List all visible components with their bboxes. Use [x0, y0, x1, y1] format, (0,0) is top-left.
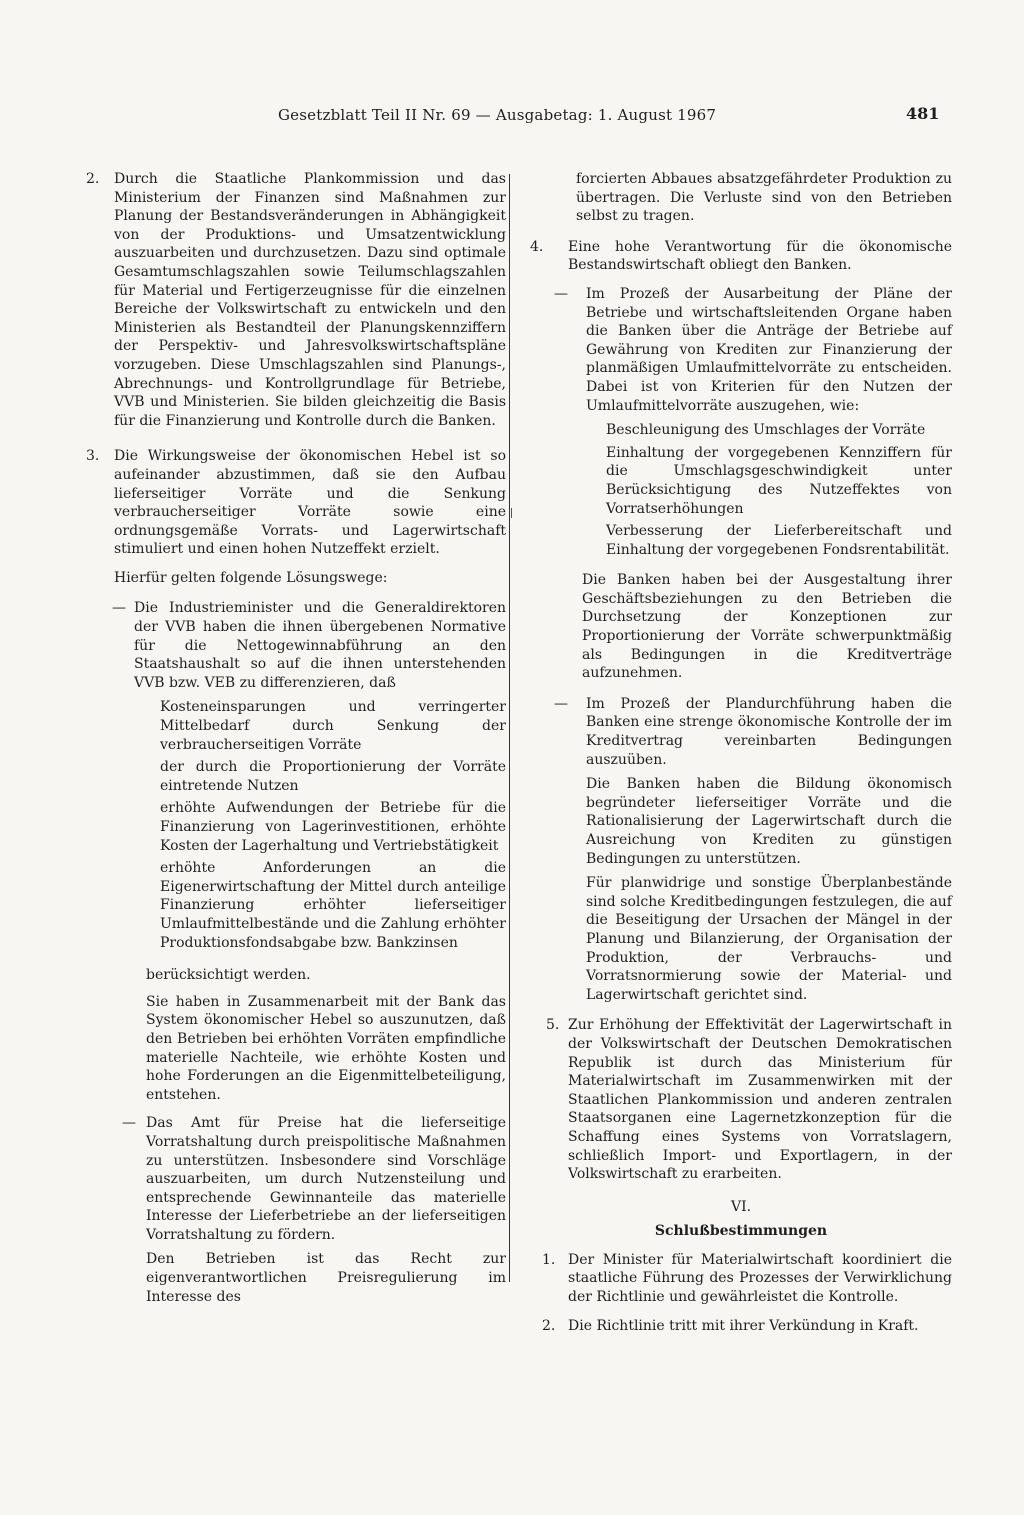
- paragraph-banks-contracts: Die Banken haben bei der Ausgestaltung ihrer Geschäftsbeziehungen zu den Betrieben die Durchsetzung der Konzeptionen zur Proportionierung der Vorräte schwerpunktmäßig als Bedingungen in die Kreditverträge aufzunehmen.: [582, 572, 952, 682]
- paragraph-text: Der Minister für Materialwirtschaft koordiniert die staatliche Führung des Prozesses der Verwirklichung der Richtlinie und gewährleistet die Kontrolle.: [568, 1251, 952, 1306]
- column-divider: [509, 174, 510, 1282]
- paragraph-text: Die Wirkungsweise der ökonomischen Hebel ist so aufeinander abzustimmen, daß sie den Aufbau lieferseitiger Vorräte und die Senkung verbraucherseitiger Vorräte sowie eine ordnungsgemäße Vorrats- und Lagerwirtschaft stimuliert und einen hohen Nutzeffekt erzielt.: [114, 448, 506, 558]
- dash-marker: —: [122, 1115, 136, 1132]
- right-column: [530, 170, 952, 1345]
- paragraph-4: [530, 238, 952, 275]
- paragraph-price-regulation: Den Betrieben ist das Recht zur eigenverantwortlichen Preisregulierung im Interesse des: [146, 1251, 506, 1305]
- sub-item: erhöhte Anforderungen an die Eigenerwirtschaftung der Mittel durch anteilige Finanzierung erhöhter lieferseitiger Umlaufmittelbestände und die Zahlung erhöhter Produktionsfondsabgabe bzw. Bankzinsen: [160, 860, 506, 951]
- sub-item: Beschleunigung des Umschlages der Vorräte: [606, 422, 926, 439]
- paragraph-5: [530, 1016, 952, 1183]
- continued-text: forcierten Abbaues absatzgefährdeter Produktion zu übertragen. Die Verluste sind von den Betrieben selbst zu tragen.: [576, 171, 952, 225]
- item-number: 3.: [86, 448, 100, 465]
- list-item-plan-preparation: [530, 285, 952, 415]
- paragraph-banks-credit: Die Banken haben die Bildung ökonomisch begründeter lieferseitiger Vorräte und die Rationalisierung der Lagerwirtschaft durch die Ausreichung von Krediten zu günstigen Bedingungen zu unterstützen.: [586, 776, 952, 867]
- paragraph-2: [86, 170, 506, 430]
- paragraph-text: Eine hohe Verantwortung für die ökonomische Bestandswirtschaft obliegt den Banken.: [568, 238, 952, 274]
- final-provision-2: [530, 1317, 952, 1336]
- paragraph-bank: Sie haben in Zusammenarbeit mit der Bank das System ökonomischer Hebel so auszunutzen, daß den Betrieben bei erhöhten Vorräten empfindliche materielle Nachteile, wie erhöhte Kosten und hohe Forderungen an die Eigenmittelbeteiligung, entstehen.: [146, 993, 506, 1103]
- item-number: 5.: [546, 1017, 560, 1034]
- sub-item: Kosteneinsparungen und verringerter Mittelbedarf durch Senkung der verbraucherseitigen Vorräte: [160, 699, 506, 753]
- sub-item: Einhaltung der vorgegebenen Kennziffern für die Umschlagsgeschwindigkeit unter Berücksichtigung des Nutzeffektes von Vorratserhöhungen: [606, 444, 952, 517]
- section-title: Schlußbestimmungen: [654, 1223, 828, 1240]
- dash-marker: —: [554, 695, 568, 712]
- running-head: Gesetzblatt Teil II Nr. 69 — Ausgabetag: 1. August 1967: [278, 106, 717, 124]
- paragraph-text: Die Richtlinie tritt mit ihrer Verkündung in Kraft.: [568, 1317, 919, 1334]
- margin-mark: [511, 508, 515, 518]
- list-item-price-office: [86, 1114, 506, 1244]
- list-item-ministers: [86, 599, 506, 692]
- list-item-plan-execution: [530, 695, 952, 769]
- dash-marker: —: [554, 285, 568, 302]
- paragraph-3: [86, 447, 506, 559]
- sub-item: erhöhte Aufwendungen der Betriebe für die Finanzierung von Lagerinvestitionen, erhöhte Kosten der Lagerhaltung und Vertriebstätigkeit: [160, 800, 506, 854]
- paragraph-excess-stock: Für planwidrige und sonstige Überplanbestände sind solche Kreditbedingungen festzulegen, die auf die Beseitigung der Ursachen der Mängel in der Planung und Bilanzierung, der Organisation der Produktion, der Verbrauchs- und Vorratsnormierung sowie der Material- und Lagerwirtschaft gerichtet sind.: [586, 875, 952, 1003]
- sub-item: der durch die Proportionierung der Vorräte eintretende Nutzen: [160, 759, 506, 794]
- considered-text: berücksichtigt werden.: [146, 967, 311, 984]
- item-number: 2.: [542, 1317, 556, 1334]
- item-number: 1.: [542, 1251, 556, 1268]
- item-number: 2.: [86, 171, 100, 187]
- final-provision-1: [530, 1251, 952, 1307]
- paragraph-text: Zur Erhöhung der Effektivität der Lagerwirtschaft in der Volkswirtschaft der Deutschen Demokratischen Republik ist durch das Ministerium für Materialwirtschaft im Zusammenwirken mit der Staatlichen Plankommission und anderen zentralen Staatsorganen eine Lagernetzkonzeption für die Schaffung eines Systems von Vorratslagern, schließlich Import- und Exportlagern, in der Volkswirtschaft zu erarbeiten.: [568, 1017, 952, 1183]
- section-number: VI.: [730, 1198, 752, 1215]
- left-column: [86, 170, 506, 1306]
- sub-item: Verbesserung der Lieferbereitschaft und Einhaltung der vorgegebenen Fondsrentabilität.: [606, 523, 952, 558]
- paragraph-text: Durch die Staatliche Plankommission und das Ministerium der Finanzen sind Maßnahmen zur Planung der Bestandsveränderungen in Abhängigkeit von der Produktions- und Umsatzentwicklung auszuarbeiten und durchzusetzen. Dazu sind optimale Gesamtumschlagszahlen sowie Teilumschlagszahlen für Material und Fertigerzeugnisse für die einzelnen Bereiche der Volkswirtschaft zu entwickeln und den Ministerien als Bestandteil der Planungskennziffern der Perspektiv- und Jahresvolkswirtschaftspläne vorzugeben. Diese Umschlagszahlen sind Planungs-, Abrechnungs- und Kontrollgrundlage für Betriebe, VVB und Ministerien. Sie bilden gleichzeitig die Basis für die Finanzierung und Kontrolle durch die Banken.: [114, 171, 506, 429]
- list-item-text: Das Amt für Preise hat die lieferseitige Vorratshaltung durch preispolitische Maßnahmen zu unterstützen. Insbesondere sind Vorschläge auszuarbeiten, um durch Nutzensteilung und entsprechende Gewinnanteile das materielle Interesse der Lieferbetriebe an der lieferseitigen Vorratshaltung zu fördern.: [146, 1115, 506, 1243]
- solutions-intro: Hierfür gelten folgende Lösungswege:: [114, 569, 388, 586]
- item-number: 4.: [530, 238, 544, 255]
- page-number: 481: [906, 104, 940, 123]
- list-item-text: Im Prozeß der Plandurchführung haben die Banken eine strenge ökonomische Kontrolle der im Kreditvertrag vereinbarten Bedingungen auszuüben.: [586, 695, 952, 768]
- list-item-text: Die Industrieminister und die Generaldirektoren der VVB haben die ihnen übergebenen Normative für die Nettogewinnabführung an den Staatshaushalt so auf die ihnen unterstehenden VVB bzw. VEB zu differenzieren, daß: [134, 600, 506, 691]
- list-item-text: Im Prozeß der Ausarbeitung der Pläne der Betriebe und wirtschaftsleitenden Organe haben die Banken über die Anträge der Betriebe auf Gewährung von Krediten zur Finanzierung der planmäßigen Umlaufmittelvorräte zu entscheiden. Dabei ist von Kriterien für den Nutzen der Umlaufmittelvorräte auszugehen, wie:: [586, 285, 952, 414]
- dash-marker: —: [112, 600, 126, 617]
